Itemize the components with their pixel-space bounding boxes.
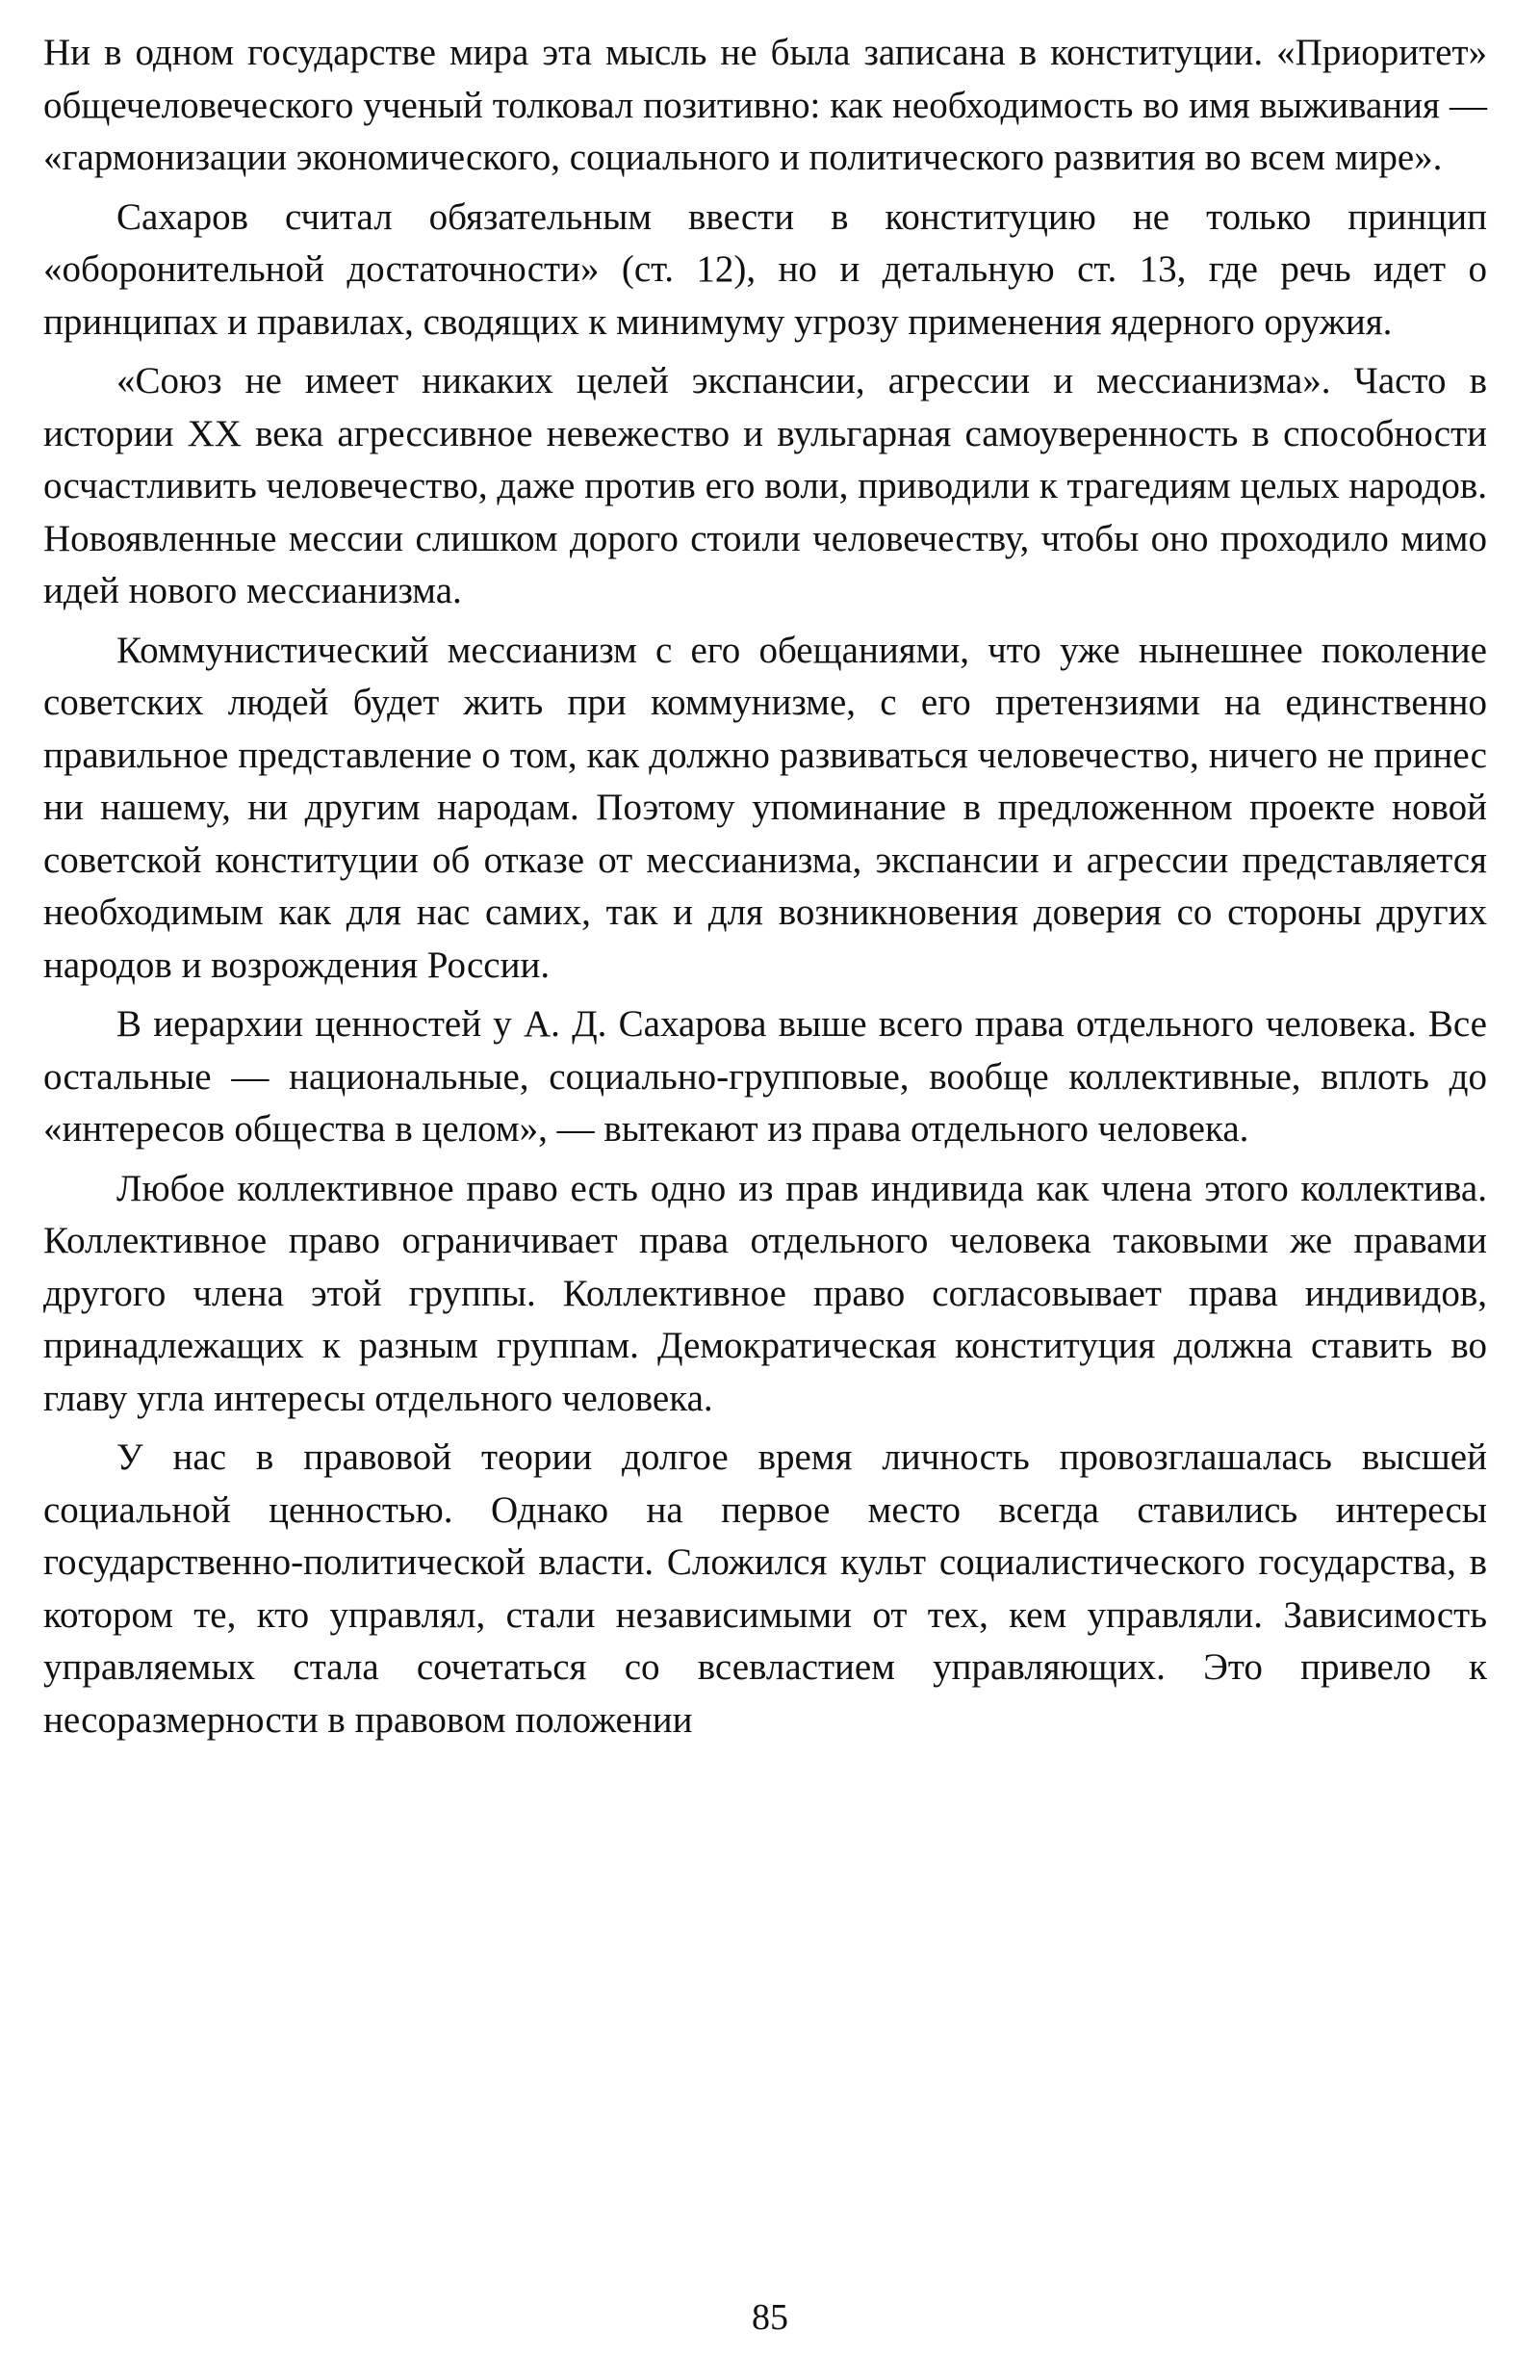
paragraph-4: Коммунистический мессианизм с его обещаниями, что уже нынешнее поколение советских людей будет жить при коммунизме, с его претензиями на единственно правильное представление о том, как должно развиваться человечество, ничего не принес ни нашему, ни другим народам. Поэтому упоминание в предложенном проекте новой советской конституции об отказе от мессианизма, экспансии и агрессии представляется необходимым как для нас самих, так и для возникновения доверия со стороны других народов и возрождения России. (43, 629, 1487, 986)
paragraph-2: Сахаров считал обязательным ввести в конституцию не только принцип «оборонительной достаточности» (ст. 12), но и детальную ст. 13, где речь идет о принципах и правилах, сводящих к минимуму угрозу применения ядерного оружия. (43, 195, 1487, 343)
paragraph-3: «Союз не имеет никаких целей экспансии, агрессии и мессианизма». Часто в истории XX века агрессивное невежество и вульгарная самоуверенность в способности осчастливить человечество, даже против его воли, приводили к трагедиям целых народов. Новоявленные мессии слишком дорого стоили человечеству, чтобы оно проходило мимо идей нового мессианизма. (43, 360, 1487, 611)
page-text (43, 27, 1487, 1753)
paragraph-1: Ни в одном государстве мира эта мысль не была записана в конституции. «Приоритет» общечеловеческого ученый толковал позитивно: как необходимость во имя выживания — «гармонизации экономического, социального и политического развития во всем мире». (43, 32, 1487, 178)
paragraph-6: Любое коллективное право есть одно из прав индивида как члена этого коллектива. Коллективное право ограничивает права отдельного человека таковыми же правами другого члена этой группы. Коллективное право согласовывает права индивидов, принадлежащих к разным группам. Демократическая конституция должна ставить во главу угла интересы отдельного человека. (43, 1167, 1487, 1419)
paragraph-5: В иерархии ценностей у А. Д. Сахарова выше всего права отдельного человека. Все остальные — национальные, социально-групповые, вообще коллективные, вплоть до «интересов общества в целом», — вытекают из права отдельного человека. (43, 1003, 1487, 1150)
page-number: 85 (752, 2297, 788, 2338)
paragraph-7: У нас в правовой теории долгое время личность провозглашалась высшей социальной ценностью. Однако на первое место всегда ставились интересы государственно-политической власти. Сложился культ социалистического государства, в котором те, кто управлял, стали независимыми от тех, кем управляли. Зависимость управляемых стала сочетаться со всевластием управляющих. Это привело к несоразмерности в правовом положении (43, 1436, 1487, 1741)
